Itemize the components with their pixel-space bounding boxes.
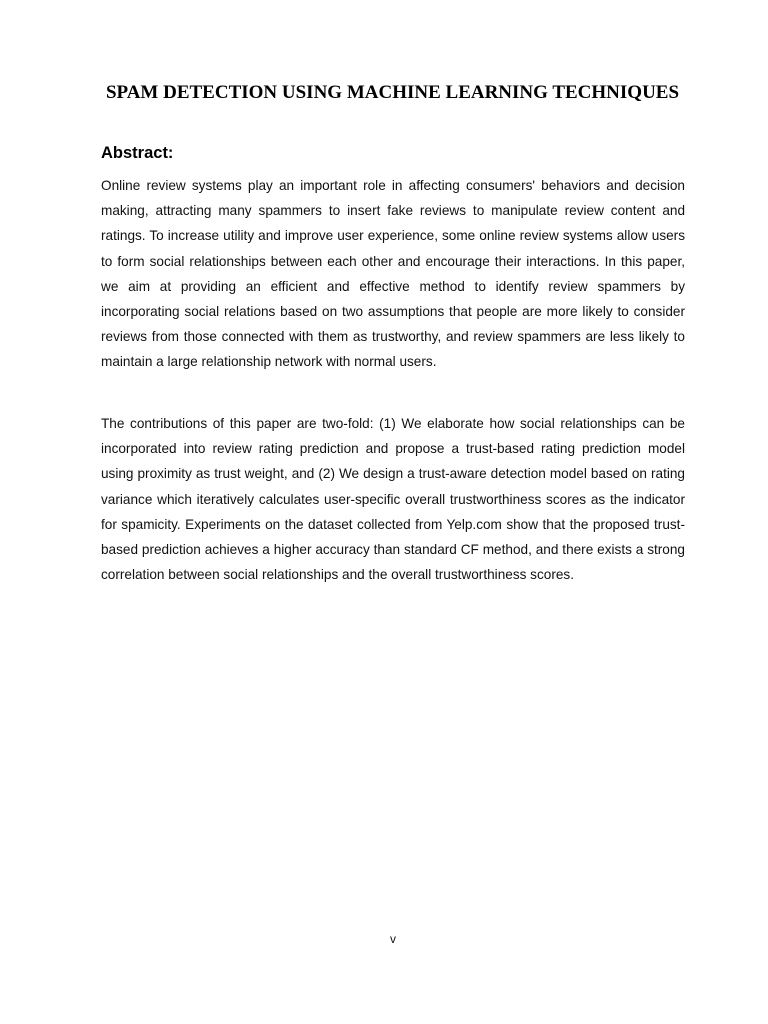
abstract-heading: Abstract: [101, 144, 174, 162]
abstract-paragraph-1: Online review systems play an important role in affecting consumers' behaviors and decision making, attracting many spammers to insert fake reviews to manipulate review content and ratings. To increase utility and improve user experience, some online review systems allow users to form social relationships between each other and encourage their interactions. In this paper, we aim at providing an efficient and effective method to identify review spammers by incorporating social relations based on two assumptions that people are more likely to consider reviews from those connected with them as trustworthy, and review spammers are less likely to maintain a large relationship network with normal users. [101, 178, 685, 370]
abstract-paragraph-2: The contributions of this paper are two-fold: (1) We elaborate how social relationships can be incorporated into review rating prediction and propose a trust-based rating prediction model using proximity as trust weight, and (2) We design a trust-aware detection model based on rating variance which iteratively calculates user-specific overall trustworthiness scores as the indicator for spamicity. Experiments on the dataset collected from Yelp.com show that the proposed trust-based prediction achieves a higher accuracy than standard CF method, and there exists a strong correlation between social relationships and the overall trustworthiness scores. [101, 416, 685, 583]
page-title: SPAM DETECTION USING MACHINE LEARNING TECHNIQUES [105, 82, 680, 103]
page-number: v [390, 932, 396, 946]
